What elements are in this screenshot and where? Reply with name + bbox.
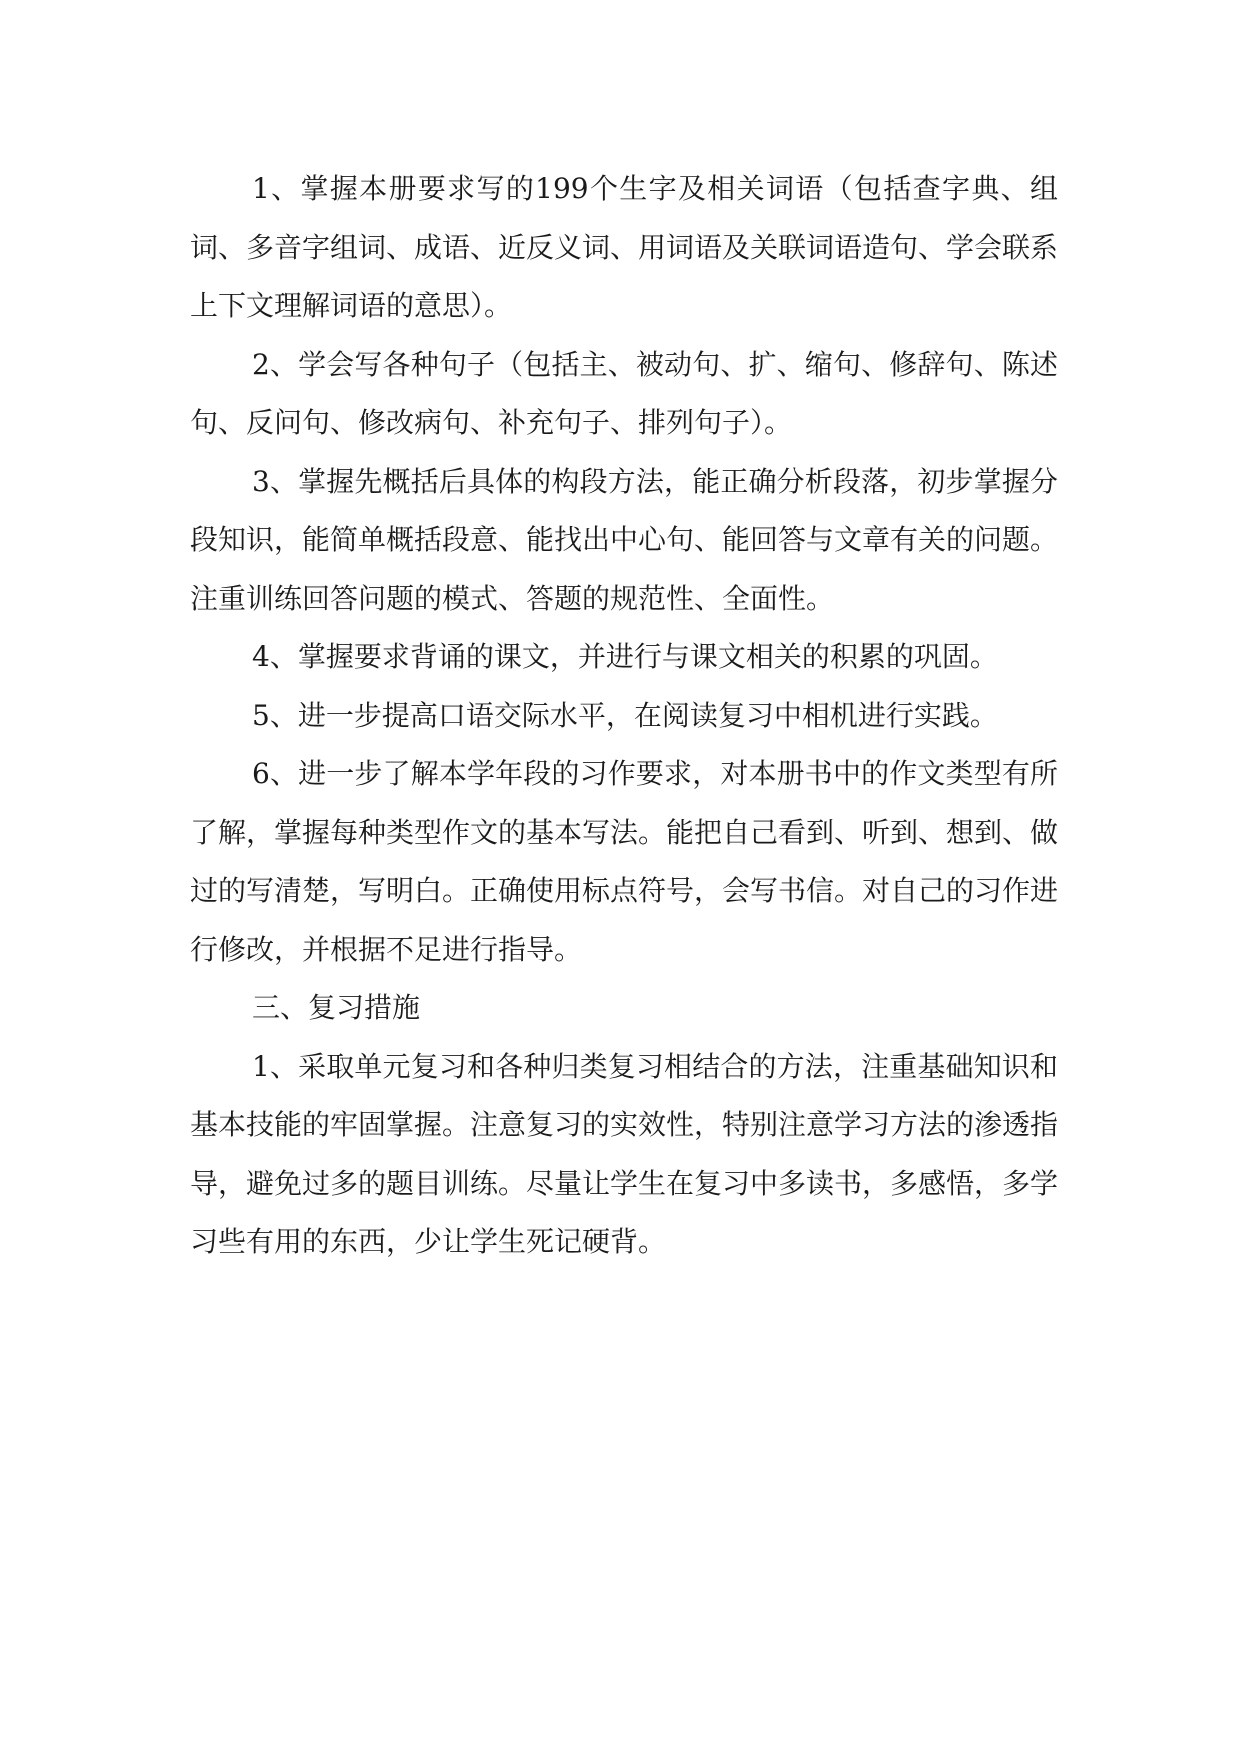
paragraph-goal-2: 2、学会写各种句子（包括主、被动句、扩、缩句、修辞句、陈述句、反问句、修改病句、补充句子、排列句子）。 xyxy=(190,347,1058,439)
paragraph-measure-1: 1、采取单元复习和各种归类复习相结合的方法，注重基础知识和基本技能的牢固掌握。注意复习的实效性，特别注意学习方法的渗透指导，避免过多的题目训练。尽量让学生在复习中多读书，多感悟，多学习些有用的东西，少让学生死记硬背。 xyxy=(190,1049,1059,1258)
document-body xyxy=(190,160,1058,1272)
section-heading-review-measures: 三、复习措施 xyxy=(252,991,421,1024)
paragraph-goal-3: 3、掌握先概括后具体的构段方法，能正确分析段落，初步掌握分段知识，能简单概括段意、能找出中心句、能回答与文章有关的问题。注重训练回答问题的模式、答题的规范性、全面性。 xyxy=(190,464,1059,615)
paragraph-goal-5: 5、进一步提高口语交际水平，在阅读复习中相机进行实践。 xyxy=(252,698,998,732)
paragraph-goal-6: 6、进一步了解本学年段的习作要求，对本册书中的作文类型有所了解，掌握每种类型作文的基本写法。能把自己看到、听到、想到、做过的写清楚，写明白。正确使用标点符号，会写书信。对自己的习作进行修改，并根据不足进行指导。 xyxy=(190,757,1059,966)
paragraph-goal-1: 1、掌握本册要求写的199个生字及相关词语（包括查字典、组词、多音字组词、成语、近反义词、用词语及关联词语造句、学会联系上下文理解词语的意思）。 xyxy=(190,172,1059,322)
paragraph-goal-4: 4、掌握要求背诵的课文，并进行与课文相关的积累的巩固。 xyxy=(252,640,998,673)
